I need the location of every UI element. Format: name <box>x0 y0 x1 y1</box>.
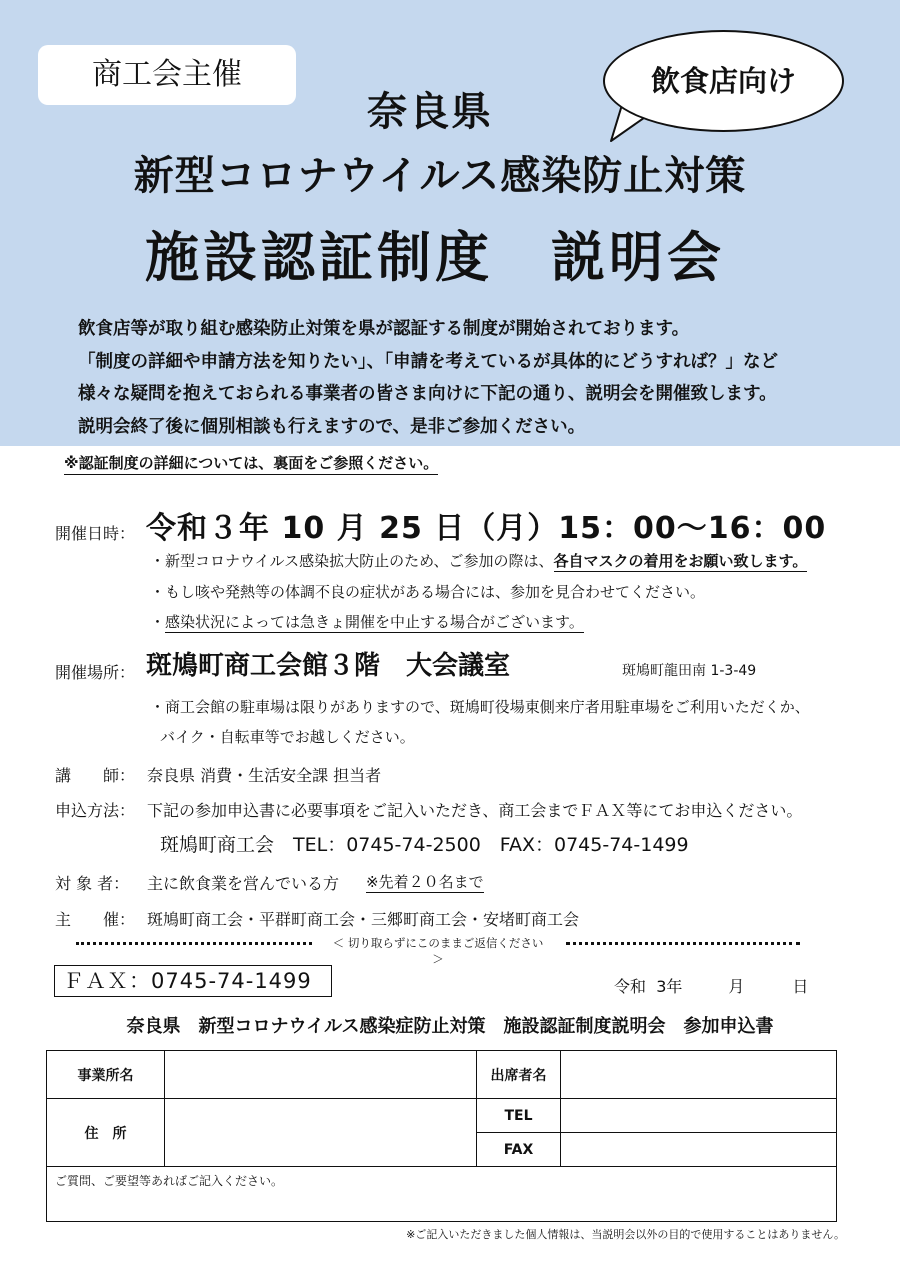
fax-number-box: ＦＡＸ：0745-74-1499 <box>54 965 332 997</box>
privacy-note: ※ご記入いただきました個人情報は、当説明会以外の目的で使用することはありません。 <box>406 1228 845 1241</box>
venue-address: 斑鳩町龍田南 1-3-49 <box>622 663 757 679</box>
mask-note-text: ・新型コロナウイルス感染拡大防止のため、ご参加の際は、 <box>150 552 554 570</box>
cancel-note <box>150 611 584 632</box>
mask-note-emphasis: 各自マスクの着用をお願い致します。 <box>553 552 808 570</box>
venue-name: 斑鳩町商工会館３階 大会議室 <box>146 651 511 681</box>
title-prefecture: 奈良県 <box>367 89 493 135</box>
intro-line: 様々な疑問を抱えておられる事業者の皆さま向けに下記の通り、説明会を開催致します。 <box>78 384 777 404</box>
fax-field[interactable] <box>561 1133 837 1167</box>
application-form <box>46 1050 837 1222</box>
intro-text <box>78 313 878 443</box>
page-title: 施設認証制度 説明会 <box>145 226 725 289</box>
attendee-field[interactable] <box>561 1051 837 1099</box>
apply-label: 申込方法： <box>55 801 136 820</box>
fever-note: ・もし咳や発熱等の体調不良の症状がある場合には、参加を見合わせてください。 <box>150 583 706 601</box>
organizer-badge: 商工会主催 <box>38 45 296 105</box>
address-label: 住 所 <box>47 1099 165 1167</box>
hero-banner <box>0 0 900 446</box>
date-day: 日 <box>792 977 809 996</box>
intro-line: 説明会終了後に個別相談も行えますので、是非ご参加ください。 <box>78 416 586 437</box>
target-label: 対 象 者： <box>55 874 130 893</box>
host-label: 主 催： <box>55 910 136 929</box>
mask-note <box>150 550 807 571</box>
cancel-note-bullet: ・ <box>150 613 166 631</box>
datetime-label: 開催日時： <box>55 524 136 543</box>
attendee-label: 出席者名 <box>477 1051 561 1099</box>
cut-line-text: ＜ 切り取らずにこのままご返信ください ＞ <box>332 936 544 966</box>
lecturer-value: 奈良県 消費・生活安全課 担当者 <box>147 766 382 785</box>
tel-label: TEL <box>477 1099 561 1133</box>
parking-note-line1: ・商工会館の駐車場は限りがありますので、斑鳩町役場東側来庁者用駐車場をご利用いただくか、 <box>150 698 810 716</box>
intro-line: 「制度の詳細や申請方法を知りたい」、「申請を考えているが具体的にどうすれば？」など <box>78 351 778 372</box>
contact-line: 斑鳩町商工会 TEL：0745-74-2500 FAX：0745-74-1499 <box>160 834 689 856</box>
cut-dots-left <box>76 942 312 945</box>
date-era: 令和 <box>614 977 647 996</box>
back-side-note: ※認証制度の詳細については、裏面をご参照ください。 <box>64 452 438 475</box>
questions-field[interactable] <box>47 1167 837 1222</box>
address-field[interactable] <box>165 1099 477 1167</box>
speech-bubble: 飲食店向け <box>603 30 844 132</box>
host-value: 斑鳩町商工会・平群町商工会・三郷町商工会・安堵町商工会 <box>147 910 580 929</box>
form-title: 奈良県 新型コロナウイルス感染症防止対策 施設認証制度説明会 参加申込書 <box>126 1016 774 1037</box>
target-value: 主に飲食業を営んでいる方 <box>147 874 340 893</box>
business-name-field[interactable] <box>165 1051 477 1099</box>
business-name-label: 事業所名 <box>47 1051 165 1099</box>
lecturer-label: 講 師： <box>55 766 136 785</box>
form-date <box>614 974 808 997</box>
parking-note-line2: バイク・自転車等でお越しください。 <box>160 728 415 746</box>
title-subject: 新型コロナウイルス感染防止対策 <box>133 153 747 199</box>
fax-label: FAX <box>477 1133 561 1167</box>
date-month: 月 <box>728 977 745 996</box>
intro-line: 飲食店等が取り組む感染防止対策を県が認証する制度が開始されております。 <box>78 319 690 339</box>
apply-value: 下記の参加申込書に必要事項をご記入いただき、商工会までＦＡＸ等にてお申込ください。 <box>147 801 803 820</box>
capacity-note: ※先着２０名まで <box>366 873 484 891</box>
cut-dots-right <box>566 942 800 945</box>
date-year: 3年 <box>656 977 683 996</box>
event-datetime: 令和３年 10 月 25 日（月）15：00～16：00 <box>146 511 827 546</box>
questions-label: ご質問、ご要望等あればご記入ください。 <box>55 1174 284 1188</box>
tel-field[interactable] <box>561 1099 837 1133</box>
venue-label: 開催場所： <box>55 663 136 682</box>
cancel-note-text: 感染状況によっては急きょ開催を中止する場合がございます。 <box>165 613 584 631</box>
cut-line <box>76 935 800 966</box>
